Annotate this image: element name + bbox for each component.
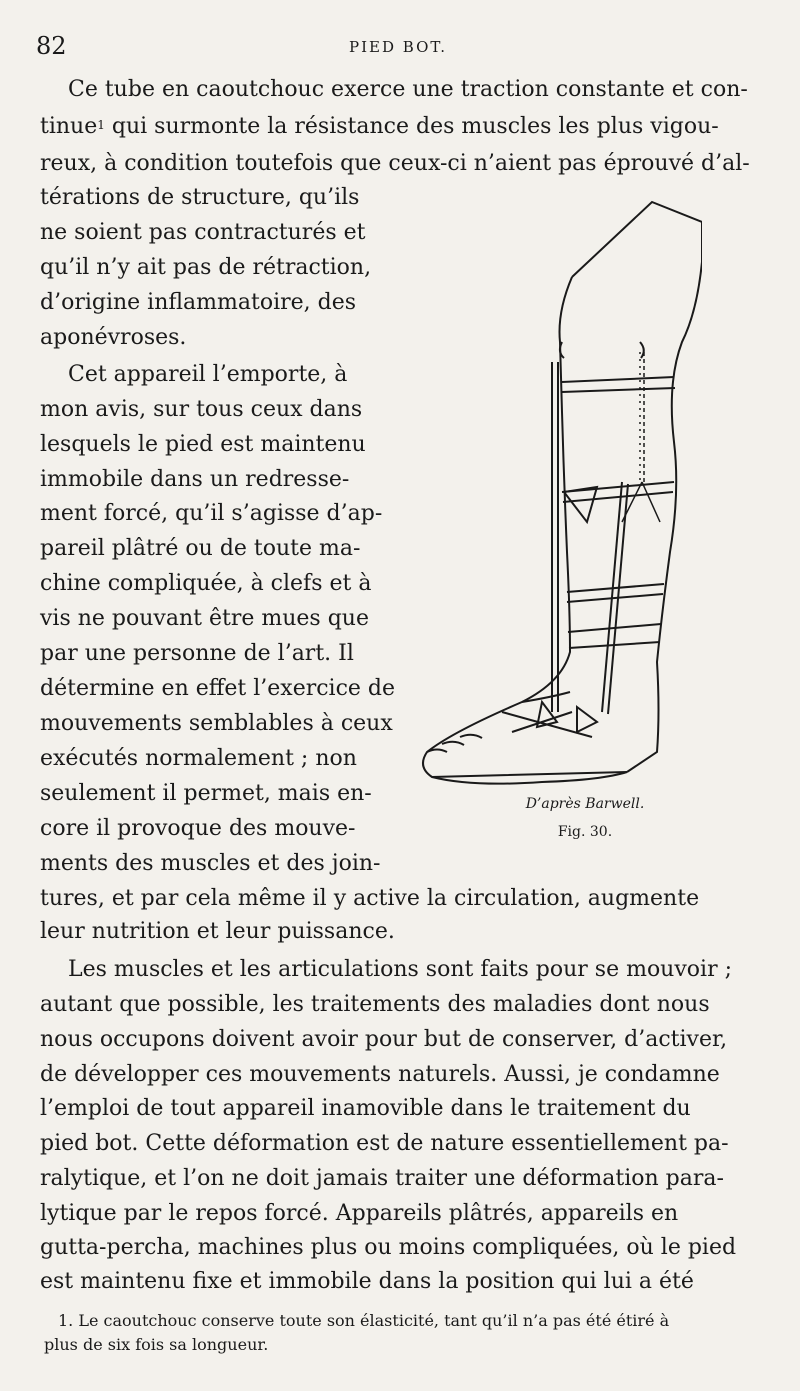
text-line: tures, et par cela même il y active la circulation, augmente — [40, 886, 700, 911]
figure-number: Fig. 30. — [557, 824, 613, 840]
footnote-marker: 1 — [97, 118, 105, 132]
text-line: exécutés normalement ; non — [40, 746, 357, 771]
text-line: ment forcé, qu’il s’agisse d’ap- — [40, 501, 383, 526]
text-line: core il provoque des mouve- — [40, 816, 356, 841]
text-line: Cet appareil l’emporte, à — [68, 362, 348, 387]
text-line: pied bot. Cette déformation est de nature essentiellement pa- — [40, 1131, 729, 1156]
text-segment: qui surmonte la résistance des muscles les plus vigou- — [104, 114, 719, 139]
text-line: chine compliquée, à clefs et à — [40, 571, 372, 596]
text-line: pareil plâtré ou de toute ma- — [40, 536, 361, 561]
text-line: ralytique, et l’on ne doit jamais traiter une déformation para- — [40, 1166, 724, 1191]
text-line: mon avis, sur tous ceux dans — [40, 397, 363, 422]
footnote-line: 1. Le caoutchouc conserve toute son élasticité, tant qu’il n’a pas été étiré à — [58, 1311, 670, 1330]
running-title: PIED BOT. — [349, 38, 447, 56]
text-line: Ce tube en caoutchouc exerce une traction constante et con- — [68, 77, 748, 102]
text-line: d’origine inflammatoire, des — [40, 290, 357, 315]
leg-brace-illustration — [412, 192, 702, 792]
text-line: est maintenu fixe et immobile dans la position qui lui a été — [40, 1269, 694, 1294]
text-line: mouvements semblables à ceux — [40, 711, 393, 736]
text-line: ments des muscles et des join- — [40, 851, 381, 876]
text-line: lesquels le pied est maintenu — [40, 432, 366, 457]
page-number: 82 — [36, 32, 67, 60]
text-line: autant que possible, les traitements des maladies dont nous — [40, 992, 710, 1017]
text-line: détermine en effet l’exercice de — [40, 676, 396, 701]
text-line: leur nutrition et leur puissance. — [40, 919, 395, 944]
text-line: par une personne de l’art. Il — [40, 641, 354, 666]
text-line: qu’il n’y ait pas de rétraction, — [40, 255, 372, 280]
text-line: lytique par le repos forcé. Appareils plâtrés, appareils en — [40, 1201, 679, 1226]
text-line: vis ne pouvant être mues que — [40, 606, 369, 631]
text-line: aponévroses. — [40, 325, 187, 350]
text-line: Les muscles et les articulations sont faits pour se mouvoir ; — [68, 957, 732, 982]
text-line: ne soient pas contracturés et — [40, 220, 366, 245]
text-line: térations de structure, qu’ils — [40, 185, 360, 210]
text-line: seulement il permet, mais en- — [40, 781, 372, 806]
text-line: reux, à condition toutefois que ceux-ci n’aient pas éprouvé d’al- — [40, 151, 750, 176]
text-line — [40, 113, 719, 141]
text-line: gutta-percha, machines plus ou moins compliquées, où le pied — [40, 1235, 737, 1260]
page-header — [36, 32, 760, 62]
text-line: nous occupons doivent avoir pour but de conserver, d’activer, — [40, 1027, 728, 1052]
text-line: l’emploi de tout appareil inamovible dans le traitement du — [40, 1096, 691, 1121]
text-line: immobile dans un redresse- — [40, 467, 350, 492]
text-line: de développer ces mouvements naturels. Aussi, je condamne — [40, 1062, 720, 1087]
footnote-line: plus de six fois sa longueur. — [44, 1335, 269, 1354]
figure-leg-brace — [412, 192, 702, 792]
figure-credit: D’après Barwell. — [525, 796, 645, 812]
text-segment: tinue — [40, 114, 98, 139]
